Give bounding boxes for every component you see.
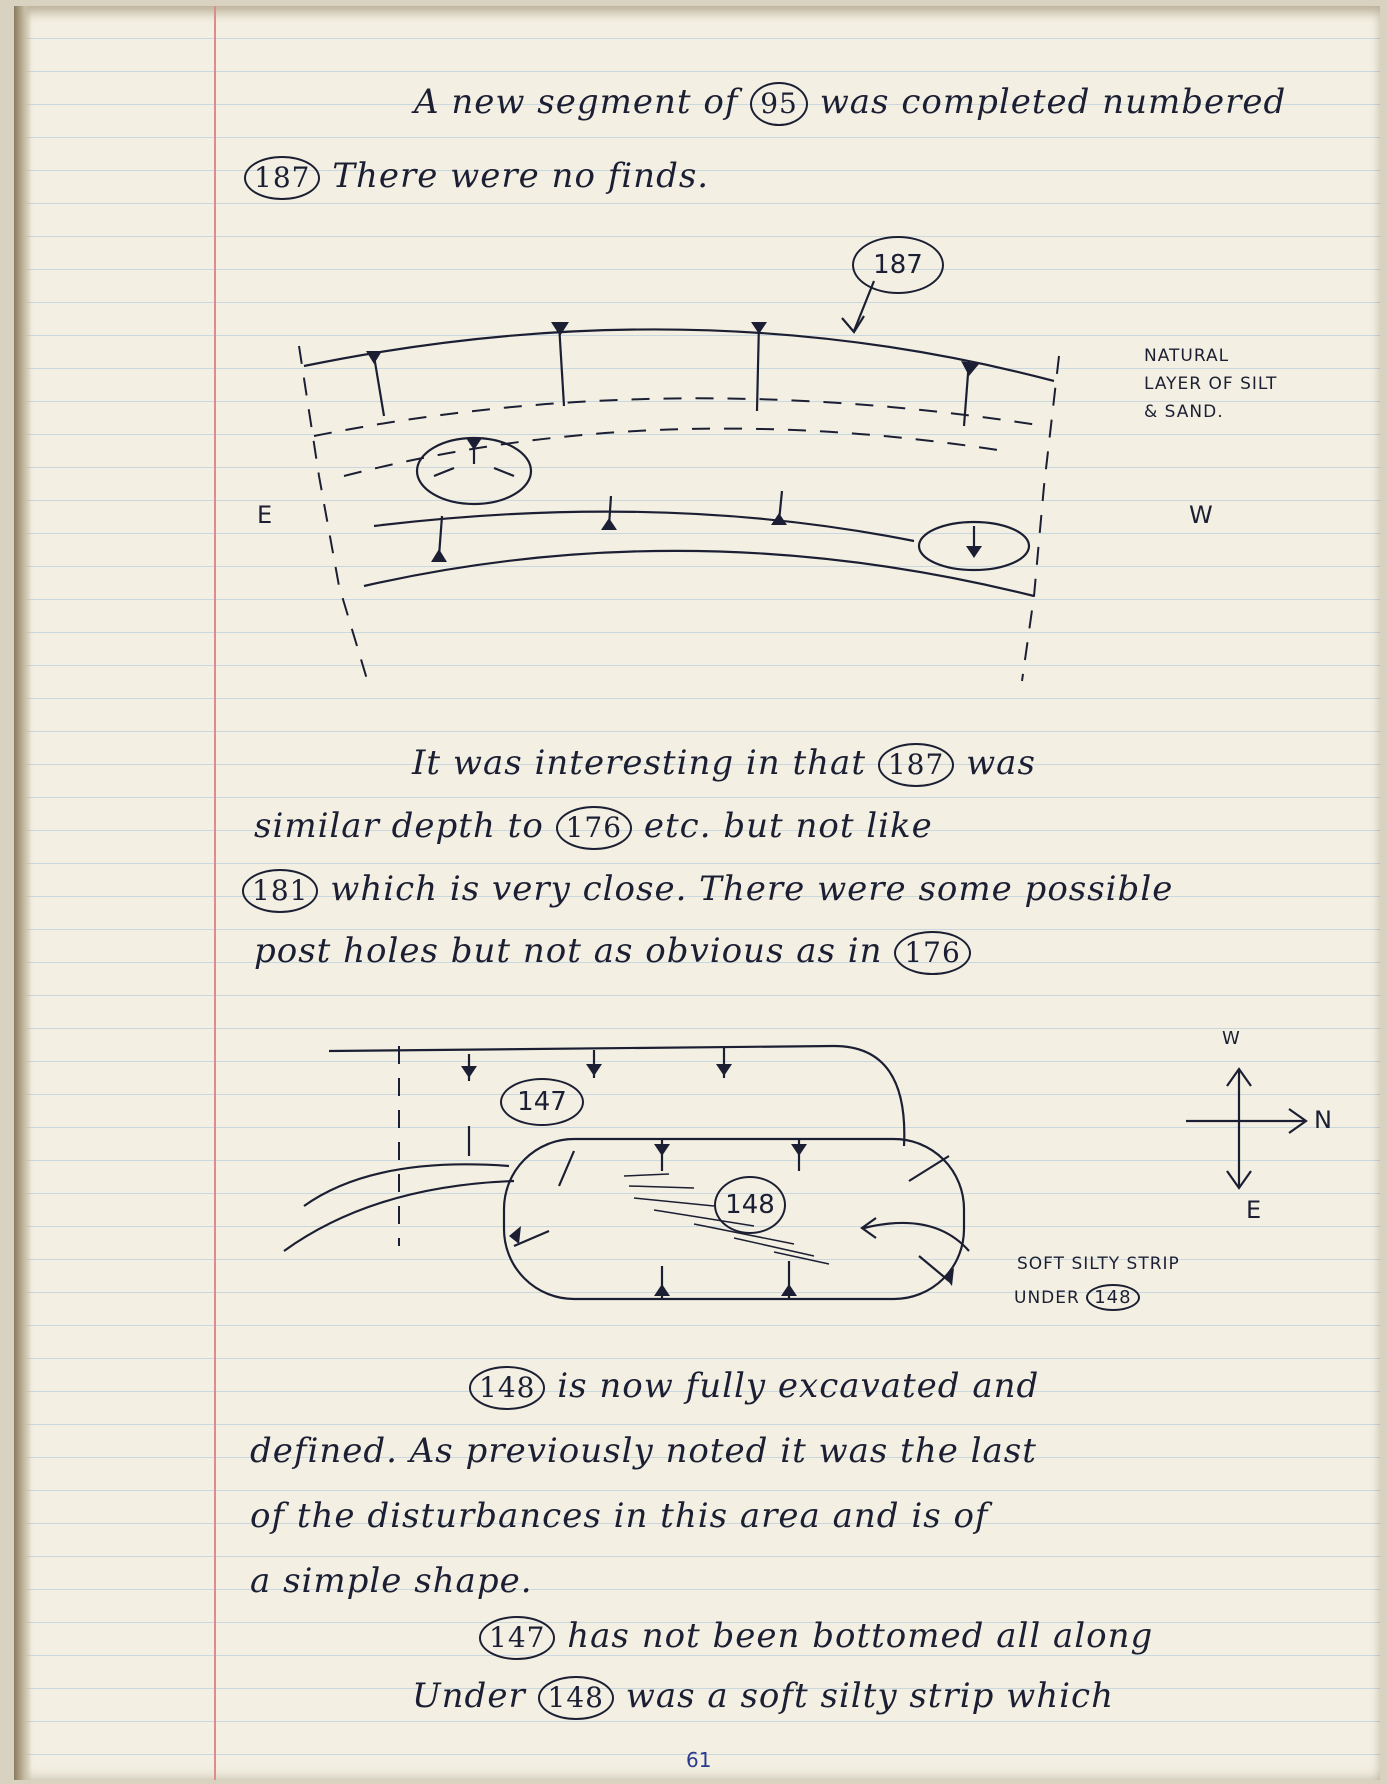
p2-line3: [242, 869, 1173, 913]
context-number: 176: [894, 931, 970, 975]
compass-east-label: E: [1246, 1196, 1262, 1224]
context-number: 181: [242, 869, 318, 913]
silty-strip-note-line1: SOFT SILTY STRIP: [1017, 1254, 1180, 1274]
direction-east-label: E: [257, 501, 273, 529]
p2-line1: [412, 743, 1036, 787]
p2-line3-after: which is very close. There were some possible: [330, 869, 1174, 909]
p4-line1: [479, 1616, 1153, 1660]
page-number: 61: [686, 1748, 712, 1772]
p2-line2-after: etc. but not like: [643, 806, 933, 846]
context-number: 95: [750, 82, 808, 126]
context-number: 148: [1086, 1284, 1139, 1311]
p2-line1-before: It was interesting in that: [412, 743, 866, 783]
natural-layer-note-line3: & SAND.: [1144, 402, 1224, 422]
p1-line1-after: was completed numbered: [819, 82, 1287, 122]
p3-line2: defined. As previously noted it was the last: [250, 1431, 1037, 1471]
p2-line4-before: post holes but not as obvious as in: [254, 931, 883, 971]
p4-line2-after: was a soft silty strip which: [625, 1676, 1114, 1716]
p2-line1-after: was: [966, 743, 1036, 783]
p2-line2-before: similar depth to: [254, 806, 544, 846]
silty-strip-note-line2: [1014, 1284, 1140, 1311]
feature-148-label: 148: [714, 1176, 786, 1234]
p3-line3: of the disturbances in this area and is of: [250, 1496, 989, 1536]
context-number: 148: [538, 1676, 614, 1720]
natural-layer-note-line2: LAYER OF SILT: [1144, 374, 1278, 394]
p2-line2: [254, 806, 933, 850]
context-number: 148: [469, 1366, 545, 1410]
p3-line4: a simple shape.: [250, 1561, 533, 1601]
silty-strip-note-under: UNDER: [1014, 1288, 1080, 1308]
natural-layer-note-line1: NATURAL: [1144, 346, 1230, 366]
p3-line1-after: is now fully excavated and: [557, 1366, 1040, 1406]
context-number: 187: [244, 156, 320, 200]
p2-line4: [254, 931, 971, 975]
compass-west-label: W: [1222, 1028, 1240, 1049]
context-number: 147: [479, 1616, 555, 1660]
p1-line2-after: There were no finds.: [332, 156, 710, 196]
p4-line2-before: Under: [412, 1676, 526, 1716]
p4-line1-after: has not been bottomed all along: [567, 1616, 1154, 1656]
segment-187-callout: 187: [852, 236, 944, 294]
p1-line1-before: A new segment of: [414, 82, 739, 122]
compass-north-label: N: [1314, 1106, 1332, 1134]
context-number: 176: [556, 806, 632, 850]
p4-line2: [412, 1676, 1114, 1720]
p3-line1: [469, 1366, 1039, 1410]
notebook-page: [14, 6, 1380, 1780]
feature-147-label: 147: [500, 1078, 584, 1126]
context-number: 187: [878, 743, 954, 787]
direction-west-label: W: [1189, 501, 1213, 529]
